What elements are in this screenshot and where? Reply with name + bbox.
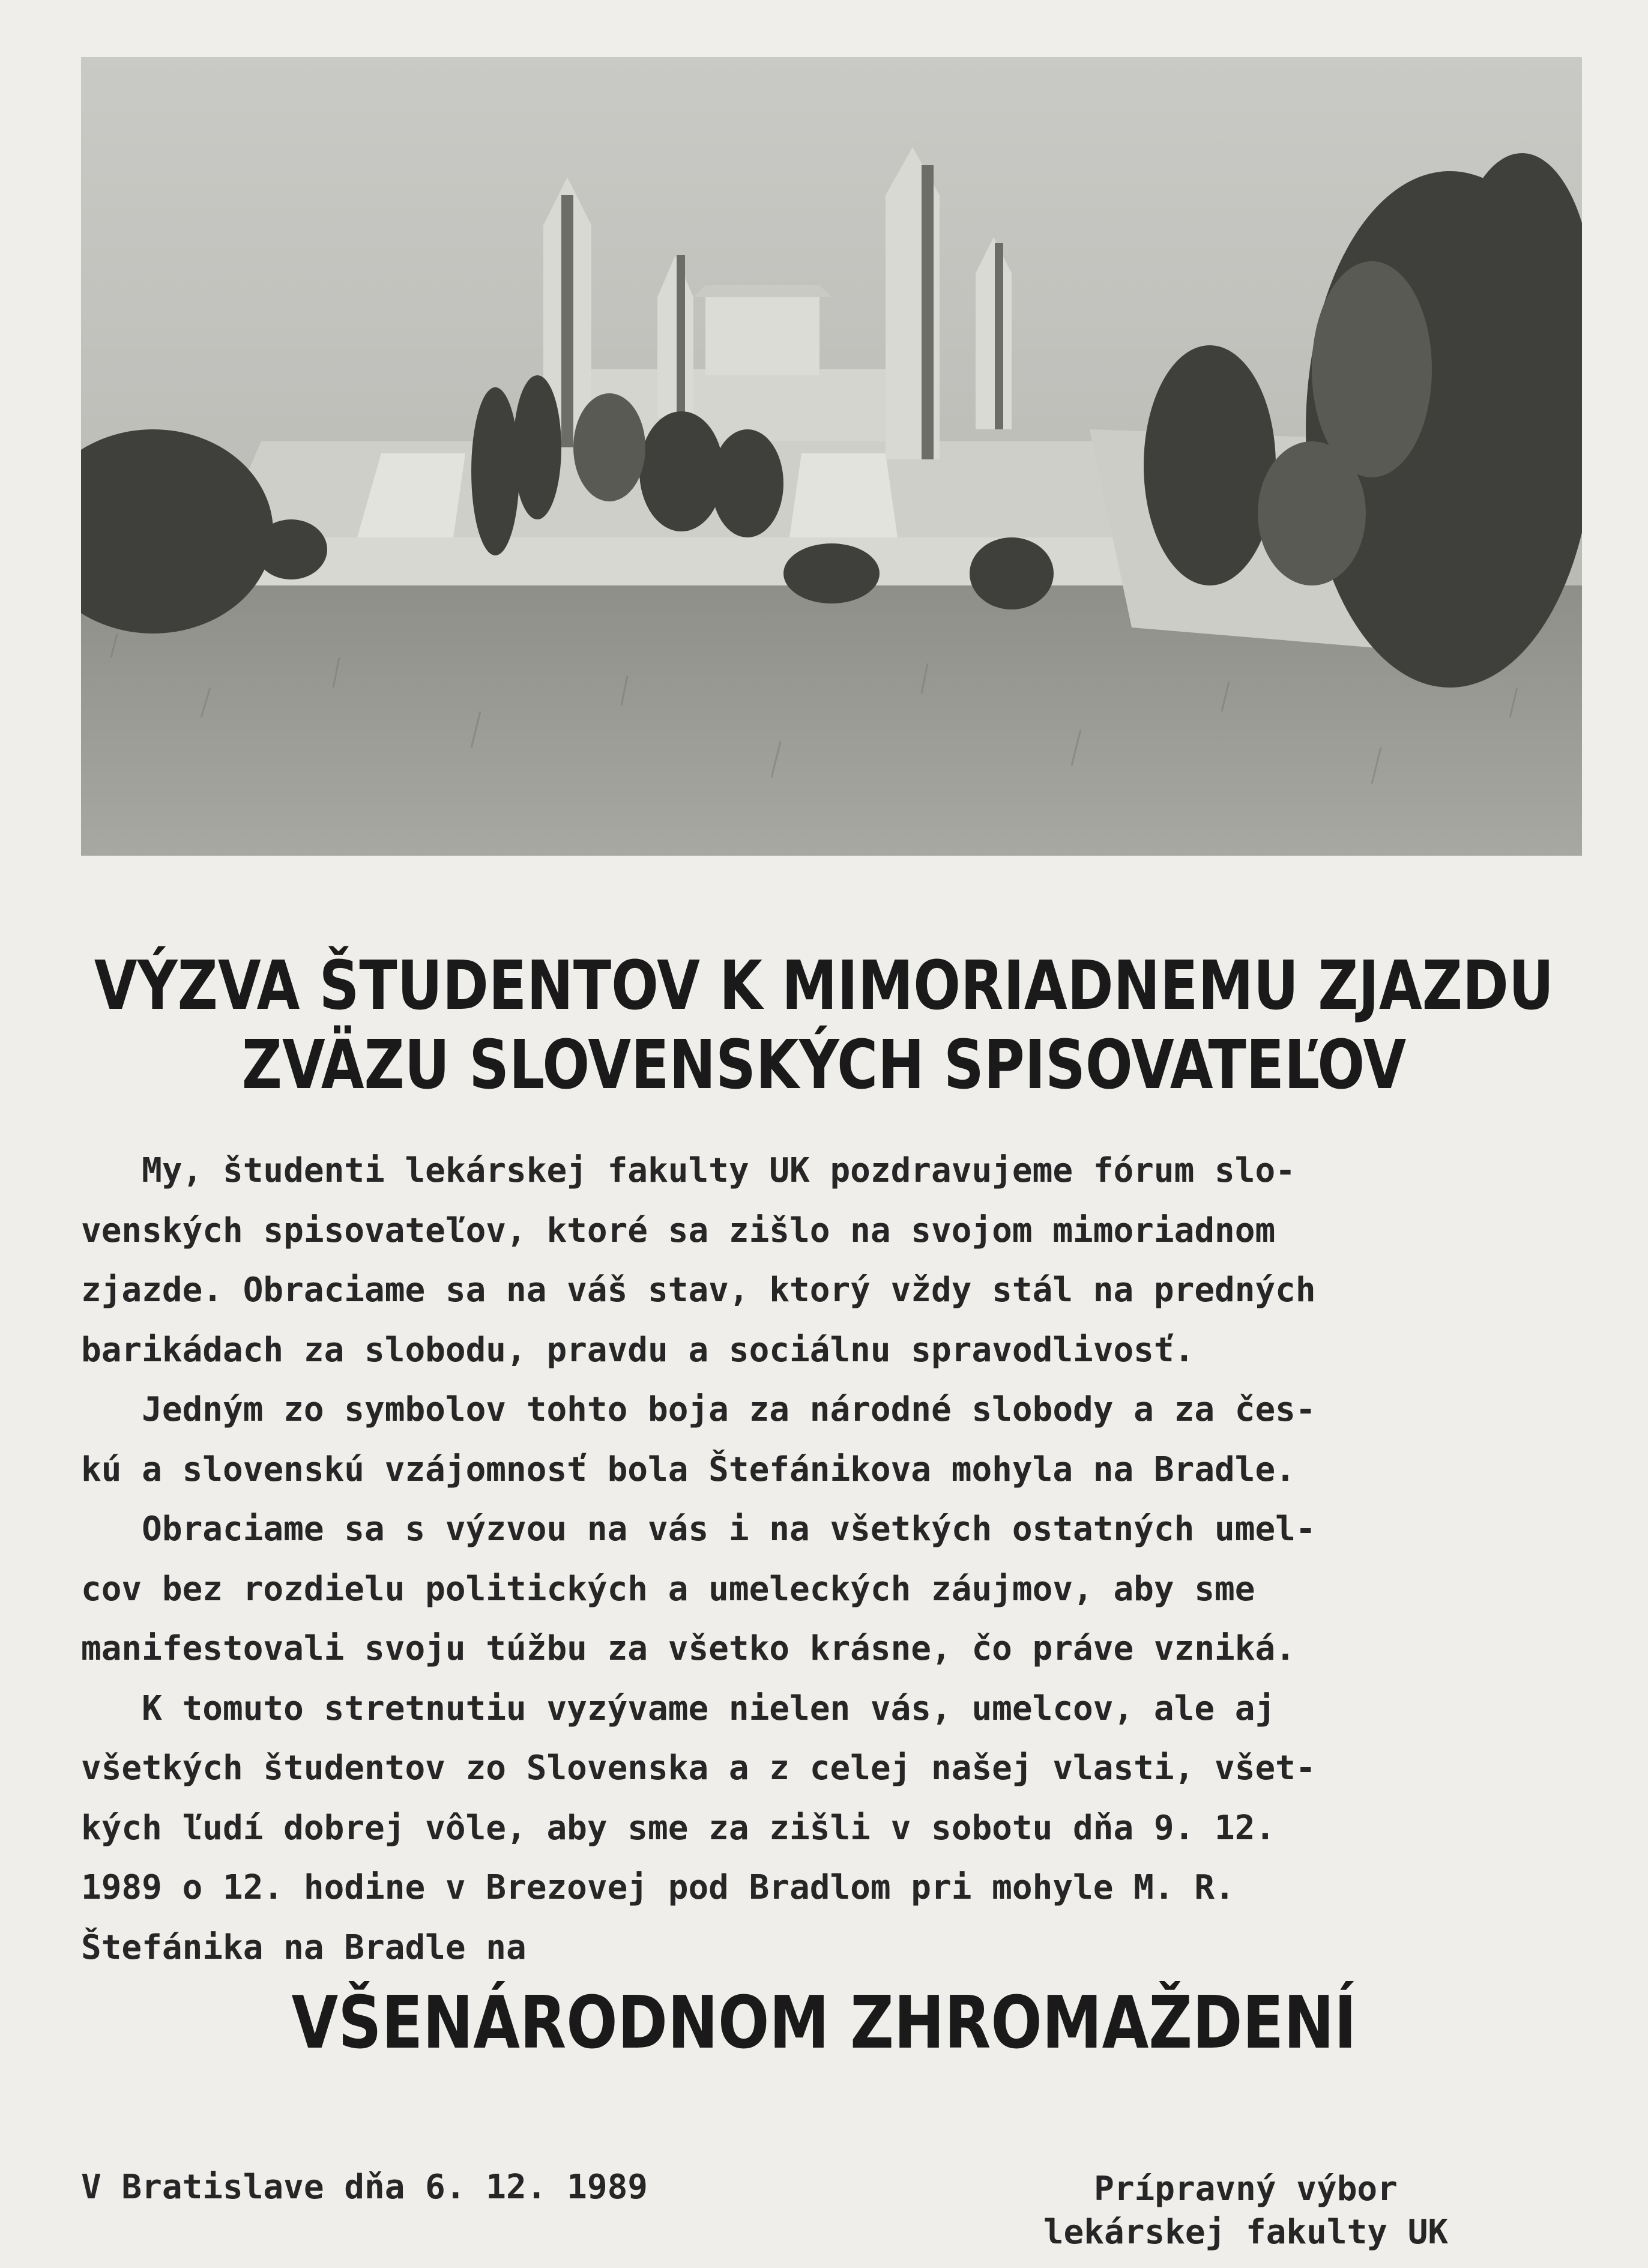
body-line: Obraciame sa s výzvou na vás i na všetkých ostatných umel- xyxy=(81,1510,1316,1549)
place-and-date: V Bratislave dňa 6. 12. 1989 xyxy=(81,2168,648,2207)
body-line: venských spisovateľov, ktoré sa zišlo na svojom mimoriadnom xyxy=(81,1211,1276,1250)
body-line: cov bez rozdielu politických a umeleckých záujmov, aby sme xyxy=(81,1569,1255,1609)
body-line: Jedným zo symbolov tohto boja za národné slobody a za čes- xyxy=(81,1390,1316,1429)
body-line: manifestovali svoju túžbu za všetko krásne, čo práve vzniká. xyxy=(81,1629,1296,1668)
body-line: všetkých študentov zo Slovenska a z celej našej vlasti, všet- xyxy=(81,1749,1316,1788)
monument-photo xyxy=(81,57,1582,856)
signature xyxy=(985,2168,1507,2254)
headline-line-2: ZVÄZU SLOVENSKÝCH SPISOVATEĽOV xyxy=(241,1026,1407,1104)
assembly-callout: VŠENÁRODNOM ZHROMAŽDENÍ xyxy=(291,1982,1357,2065)
headline-line-1: VÝZVA ŠTUDENTOV K MIMORIADNEMU ZJAZDU xyxy=(94,947,1554,1025)
body-line: My, študenti lekárskej fakulty UK pozdravujeme fórum slo- xyxy=(81,1151,1296,1190)
monument-photo-image xyxy=(81,57,1582,856)
body-line: Štefánika na Bradle na xyxy=(81,1928,527,1967)
body-line: kých ľudí dobrej vôle, aby sme za zišli v sobotu dňa 9. 12. xyxy=(81,1808,1276,1848)
signature-line-2: lekárskej fakulty UK xyxy=(1043,2213,1449,2252)
body-line: zjazde. Obraciame sa na váš stav, ktorý vždy stál na predných xyxy=(81,1271,1316,1310)
appeal-body xyxy=(81,1141,1582,1977)
signature-line-1: Prípravný výbor xyxy=(1094,2170,1398,2209)
body-line: K tomuto stretnutiu vyzývame nielen vás, umelcov, ale aj xyxy=(81,1689,1276,1728)
body-line: kú a slovenskú vzájomnosť bola Štefánikova mohyla na Bradle. xyxy=(81,1450,1296,1489)
body-line: 1989 o 12. hodine v Brezovej pod Bradlom pri mohyle M. R. xyxy=(81,1868,1235,1907)
body-line: barikádach za slobodu, pravdu a sociálnu spravodlivosť. xyxy=(81,1330,1195,1370)
